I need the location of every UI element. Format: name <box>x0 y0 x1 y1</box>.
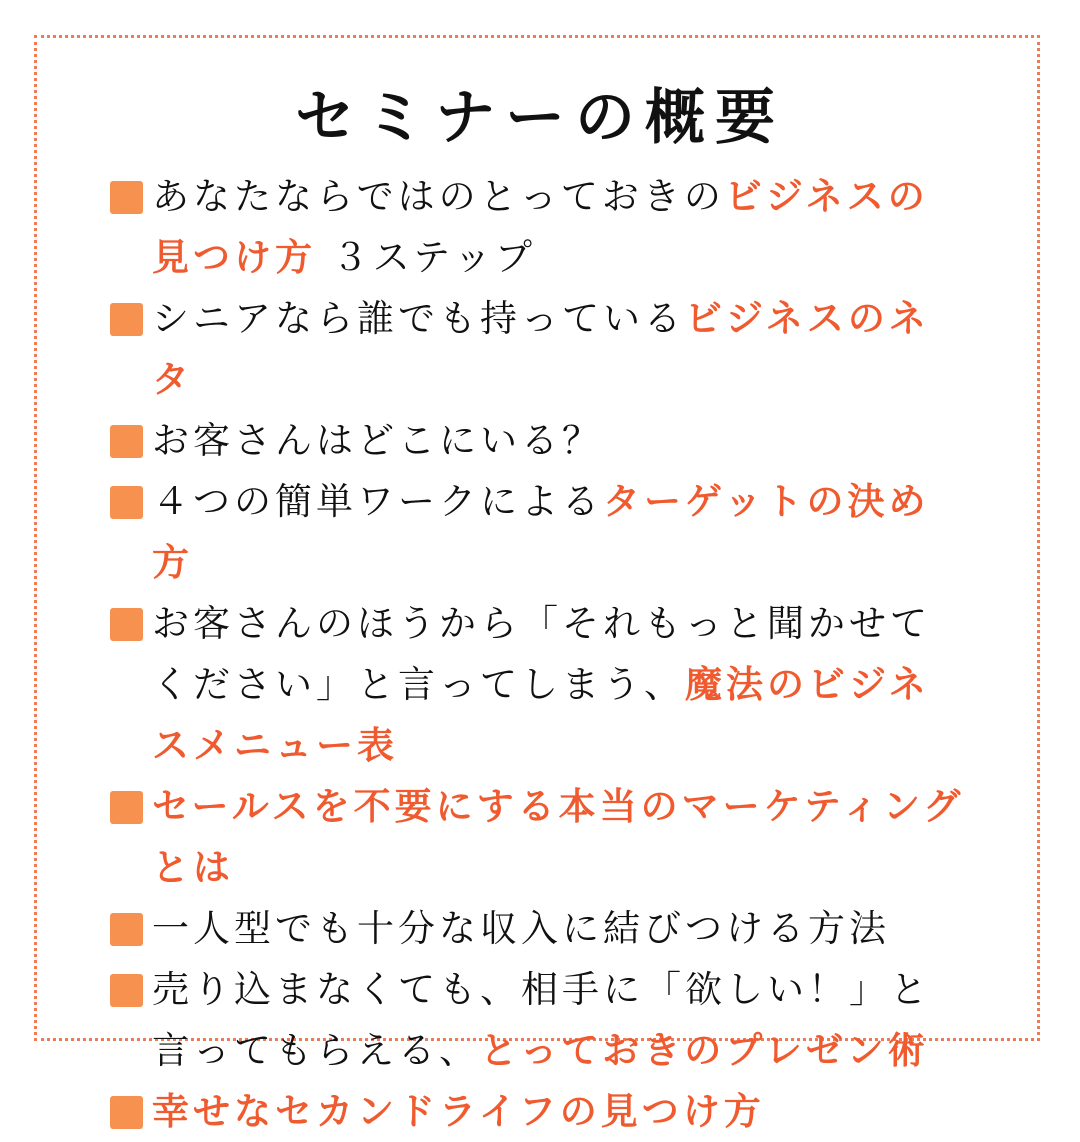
item-text: ３ステップ <box>316 236 537 279</box>
square-bullet-icon <box>110 913 143 946</box>
square-bullet-icon <box>110 486 143 519</box>
square-bullet-icon <box>110 1096 143 1129</box>
highlighted-text: ビジネスの見つけ方 <box>152 175 929 279</box>
highlighted-text: セールスを不要にする本当のマーケティングとは <box>152 785 965 889</box>
item-text: ４つの簡単ワークによる <box>152 480 603 523</box>
highlighted-text: ターゲットの決め方 <box>152 480 930 584</box>
square-bullet-icon <box>110 608 143 641</box>
square-bullet-icon <box>110 425 143 458</box>
list-item <box>108 593 968 776</box>
highlighted-text: ビジネスのネタ <box>152 297 930 401</box>
item-text: シニアなら誰でも持っている <box>152 297 685 340</box>
list-item <box>108 166 968 288</box>
square-bullet-icon <box>110 974 143 1007</box>
square-bullet-icon <box>110 303 143 336</box>
list-item <box>108 959 968 1081</box>
item-text: 売り込まなくても、相手に「欲しい！」と言ってもらえる、 <box>152 968 931 1072</box>
item-text: 一人型でも十分な収入に結びつける方法 <box>152 907 890 950</box>
item-text: お客さんのほうから「それもっと聞かせてください」と言ってしまう、 <box>152 602 931 706</box>
item-text: あなたならではのとっておきの <box>152 175 725 218</box>
square-bullet-icon <box>110 181 143 214</box>
highlighted-text: 魔法のビジネスメニュー表 <box>152 663 930 767</box>
list-item <box>108 1081 968 1142</box>
list-item <box>108 776 968 898</box>
highlighted-text: 幸せなセカンドライフの見つけ方 <box>152 1090 765 1133</box>
square-bullet-icon <box>110 791 143 824</box>
page-title: セミナーの概要 <box>295 83 785 153</box>
list-item <box>108 288 968 410</box>
highlighted-text: とっておきのプレゼン術 <box>480 1029 929 1072</box>
overview-list <box>108 166 968 1142</box>
item-text: お客さんはどこにいる？ <box>152 419 603 462</box>
list-item <box>108 410 968 471</box>
list-item <box>108 471 968 593</box>
list-item <box>108 898 968 959</box>
